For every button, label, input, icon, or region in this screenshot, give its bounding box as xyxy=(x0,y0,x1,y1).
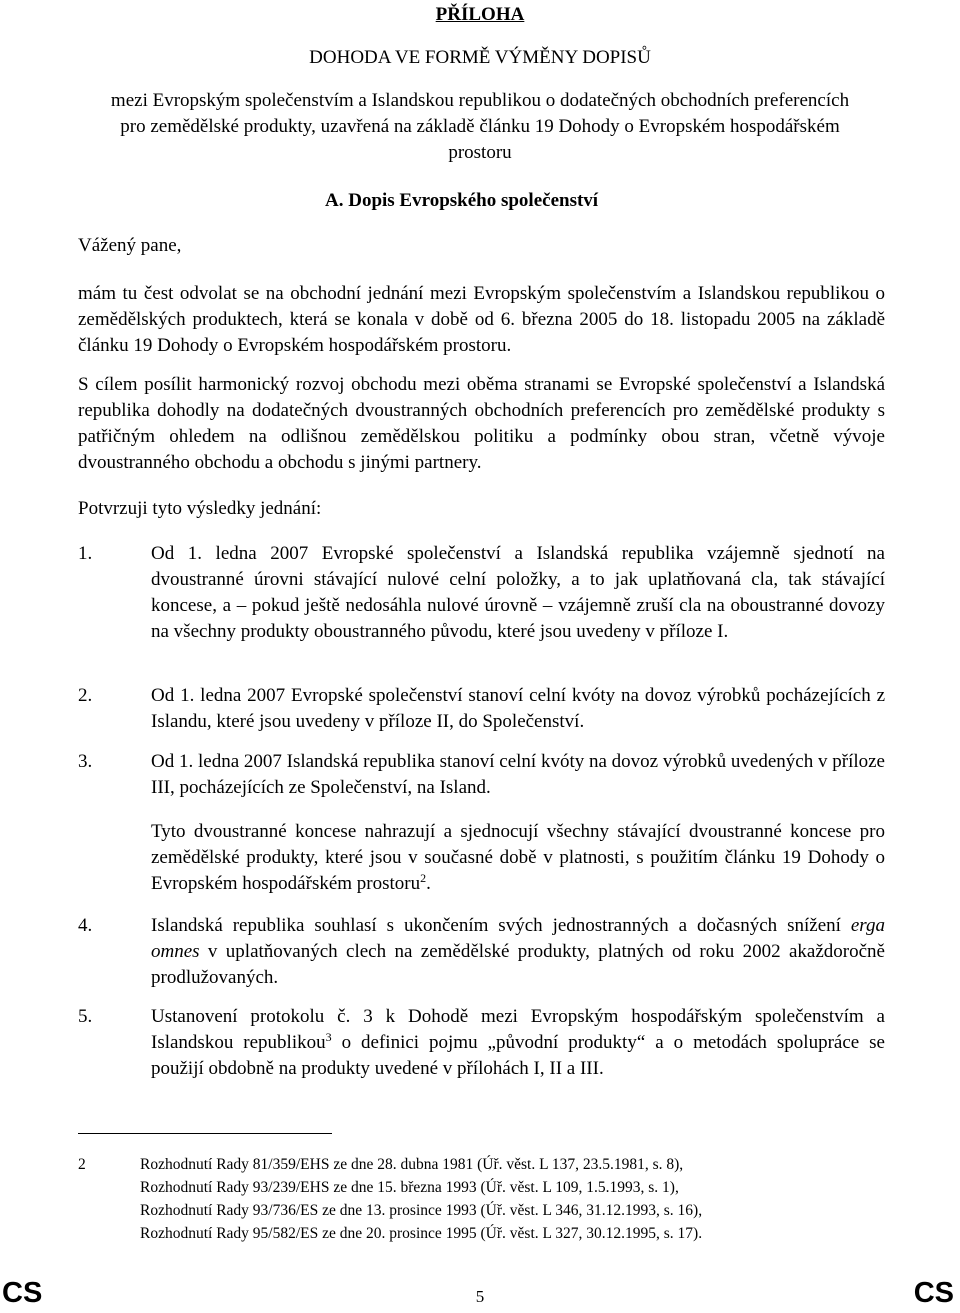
list-item-number: 3. xyxy=(78,751,93,772)
item-text-after: o definici pojmu „původní produkty“ a o metodách spolupráce se použijí obdobně na produkty uvedené v přílohách I, II a III. xyxy=(151,1032,885,1079)
list-item-continuation xyxy=(151,819,885,897)
footnote-line: Rozhodnutí Rady 95/582/ES ze dne 20. prosince 1995 (Úř. věst. L 327, 30.12.1995, s. 17). xyxy=(140,1225,703,1242)
list-item-number: 1. xyxy=(78,543,93,564)
footnote-list xyxy=(140,1153,885,1245)
footnote-line: Rozhodnutí Rady 81/359/EHS ze dne 28. dubna 1981 (Úř. věst. L 137, 23.5.1981, s. 8), xyxy=(140,1156,684,1173)
continuation-text: Tyto dvoustranné koncese nahrazují a sjednocují všechny stávající dvoustranné koncese pro zemědělské produkty, které jsou v současné době v platnosti, s použitím článku 19 Dohody o Evropském hospodářském prostoru xyxy=(151,821,885,894)
continuation-end: . xyxy=(426,873,431,894)
footnote-line: Rozhodnutí Rady 93/239/EHS ze dne 15. března 1993 (Úř. věst. L 109, 1.5.1993, s. 1), xyxy=(140,1179,679,1196)
page-number: 5 xyxy=(475,1287,485,1306)
agreement-subtitle: mezi Evropským společenstvím a Islandskou republikou o dodatečných obchodních preferencích pro zemědělské produkty, uzavřená na základě článku 19 Dohody o Evropském hospodářském prostoru xyxy=(110,90,850,163)
footnote-number: 2 xyxy=(78,1156,86,1173)
list-item-text: Od 1. ledna 2007 Islandská republika stanoví celní kvóty na dovoz výrobků uvedených v příloze III, pocházejících ze Společenství, na Island. xyxy=(151,751,885,798)
list-item-text: Od 1. ledna 2007 Evropské společenství a Islandská republika vzájemně sjednotí na dvoustranné úrovni stávající nulové celní položky, a to jak uplatňovaná cla, tak stávající koncese, a – pokud ještě nedosáhla nulové úrovně – vzájemně zruší cla na oboustranné dovozy na všechny produkty oboustranného původu, které jsou uvedeny v příloze I. xyxy=(151,543,885,642)
item-text-italic: erga omnes xyxy=(151,915,885,962)
list-item-text xyxy=(151,913,885,991)
letter-heading: A. Dopis Evropského společenství xyxy=(325,190,599,211)
footnote-separator xyxy=(78,1133,332,1134)
salutation: Vážený pane, xyxy=(78,235,182,256)
agreement-title: DOHODA VE FORMĚ VÝMĚNY DOPISŮ xyxy=(309,47,651,68)
item-text-before: Islandská republika souhlasí s ukončením svých jednostranných a dočasných snížení xyxy=(151,915,851,936)
purpose-paragraph: S cílem posílit harmonický rozvoj obchodu mezi oběma stranami se Evropské společenství a Islandská republika dohodly na dodatečných dvoustranných obchodních preferencích pro zemědělské produkty s patřičným ohledem na odlišnou zemědělskou politiku a podmínky obou stran, včetně vývoje dvoustranného obchodu a obchodu s jinými partnery. xyxy=(78,374,885,473)
list-item-text xyxy=(151,1004,885,1082)
item-text-after: v uplatňovaných clech na zemědělské produkty, platných od roku 2002 akaždoročně prodlužovaných. xyxy=(151,941,885,988)
footnote-ref: 2 xyxy=(420,871,427,885)
intro-paragraph: mám tu čest odvolat se na obchodní jednání mezi Evropským společenstvím a Islandskou republikou o zemědělských produktech, která se konala v době od 6. března 2005 do 18. listopadu 2005 na základě článku 19 Dohody o Evropském hospodářském prostoru. xyxy=(78,283,885,356)
item-text-before: Ustanovení protokolu č. 3 k Dohodě mezi Evropským hospodářským společenstvím a Islandskou republikou xyxy=(151,1006,885,1053)
footnote-line: Rozhodnutí Rady 93/736/ES ze dne 13. prosince 1993 (Úř. věst. L 346, 31.12.1993, s. 16), xyxy=(140,1202,703,1219)
language-code-left: CS xyxy=(2,1277,43,1309)
confirm-line: Potvrzuji tyto výsledky jednání: xyxy=(78,498,322,519)
language-code-right: CS xyxy=(913,1277,954,1309)
list-item-number: 2. xyxy=(78,685,93,706)
annex-title: PŘÍLOHA xyxy=(435,4,525,25)
list-item-number: 4. xyxy=(78,915,93,936)
list-item-text: Od 1. ledna 2007 Evropské společenství stanoví celní kvóty na dovoz výrobků pocházejících z Islandu, které jsou uvedeny v příloze II, do Společenství. xyxy=(151,685,885,732)
list-item-number: 5. xyxy=(78,1006,93,1027)
footnote-ref: 3 xyxy=(325,1030,332,1044)
